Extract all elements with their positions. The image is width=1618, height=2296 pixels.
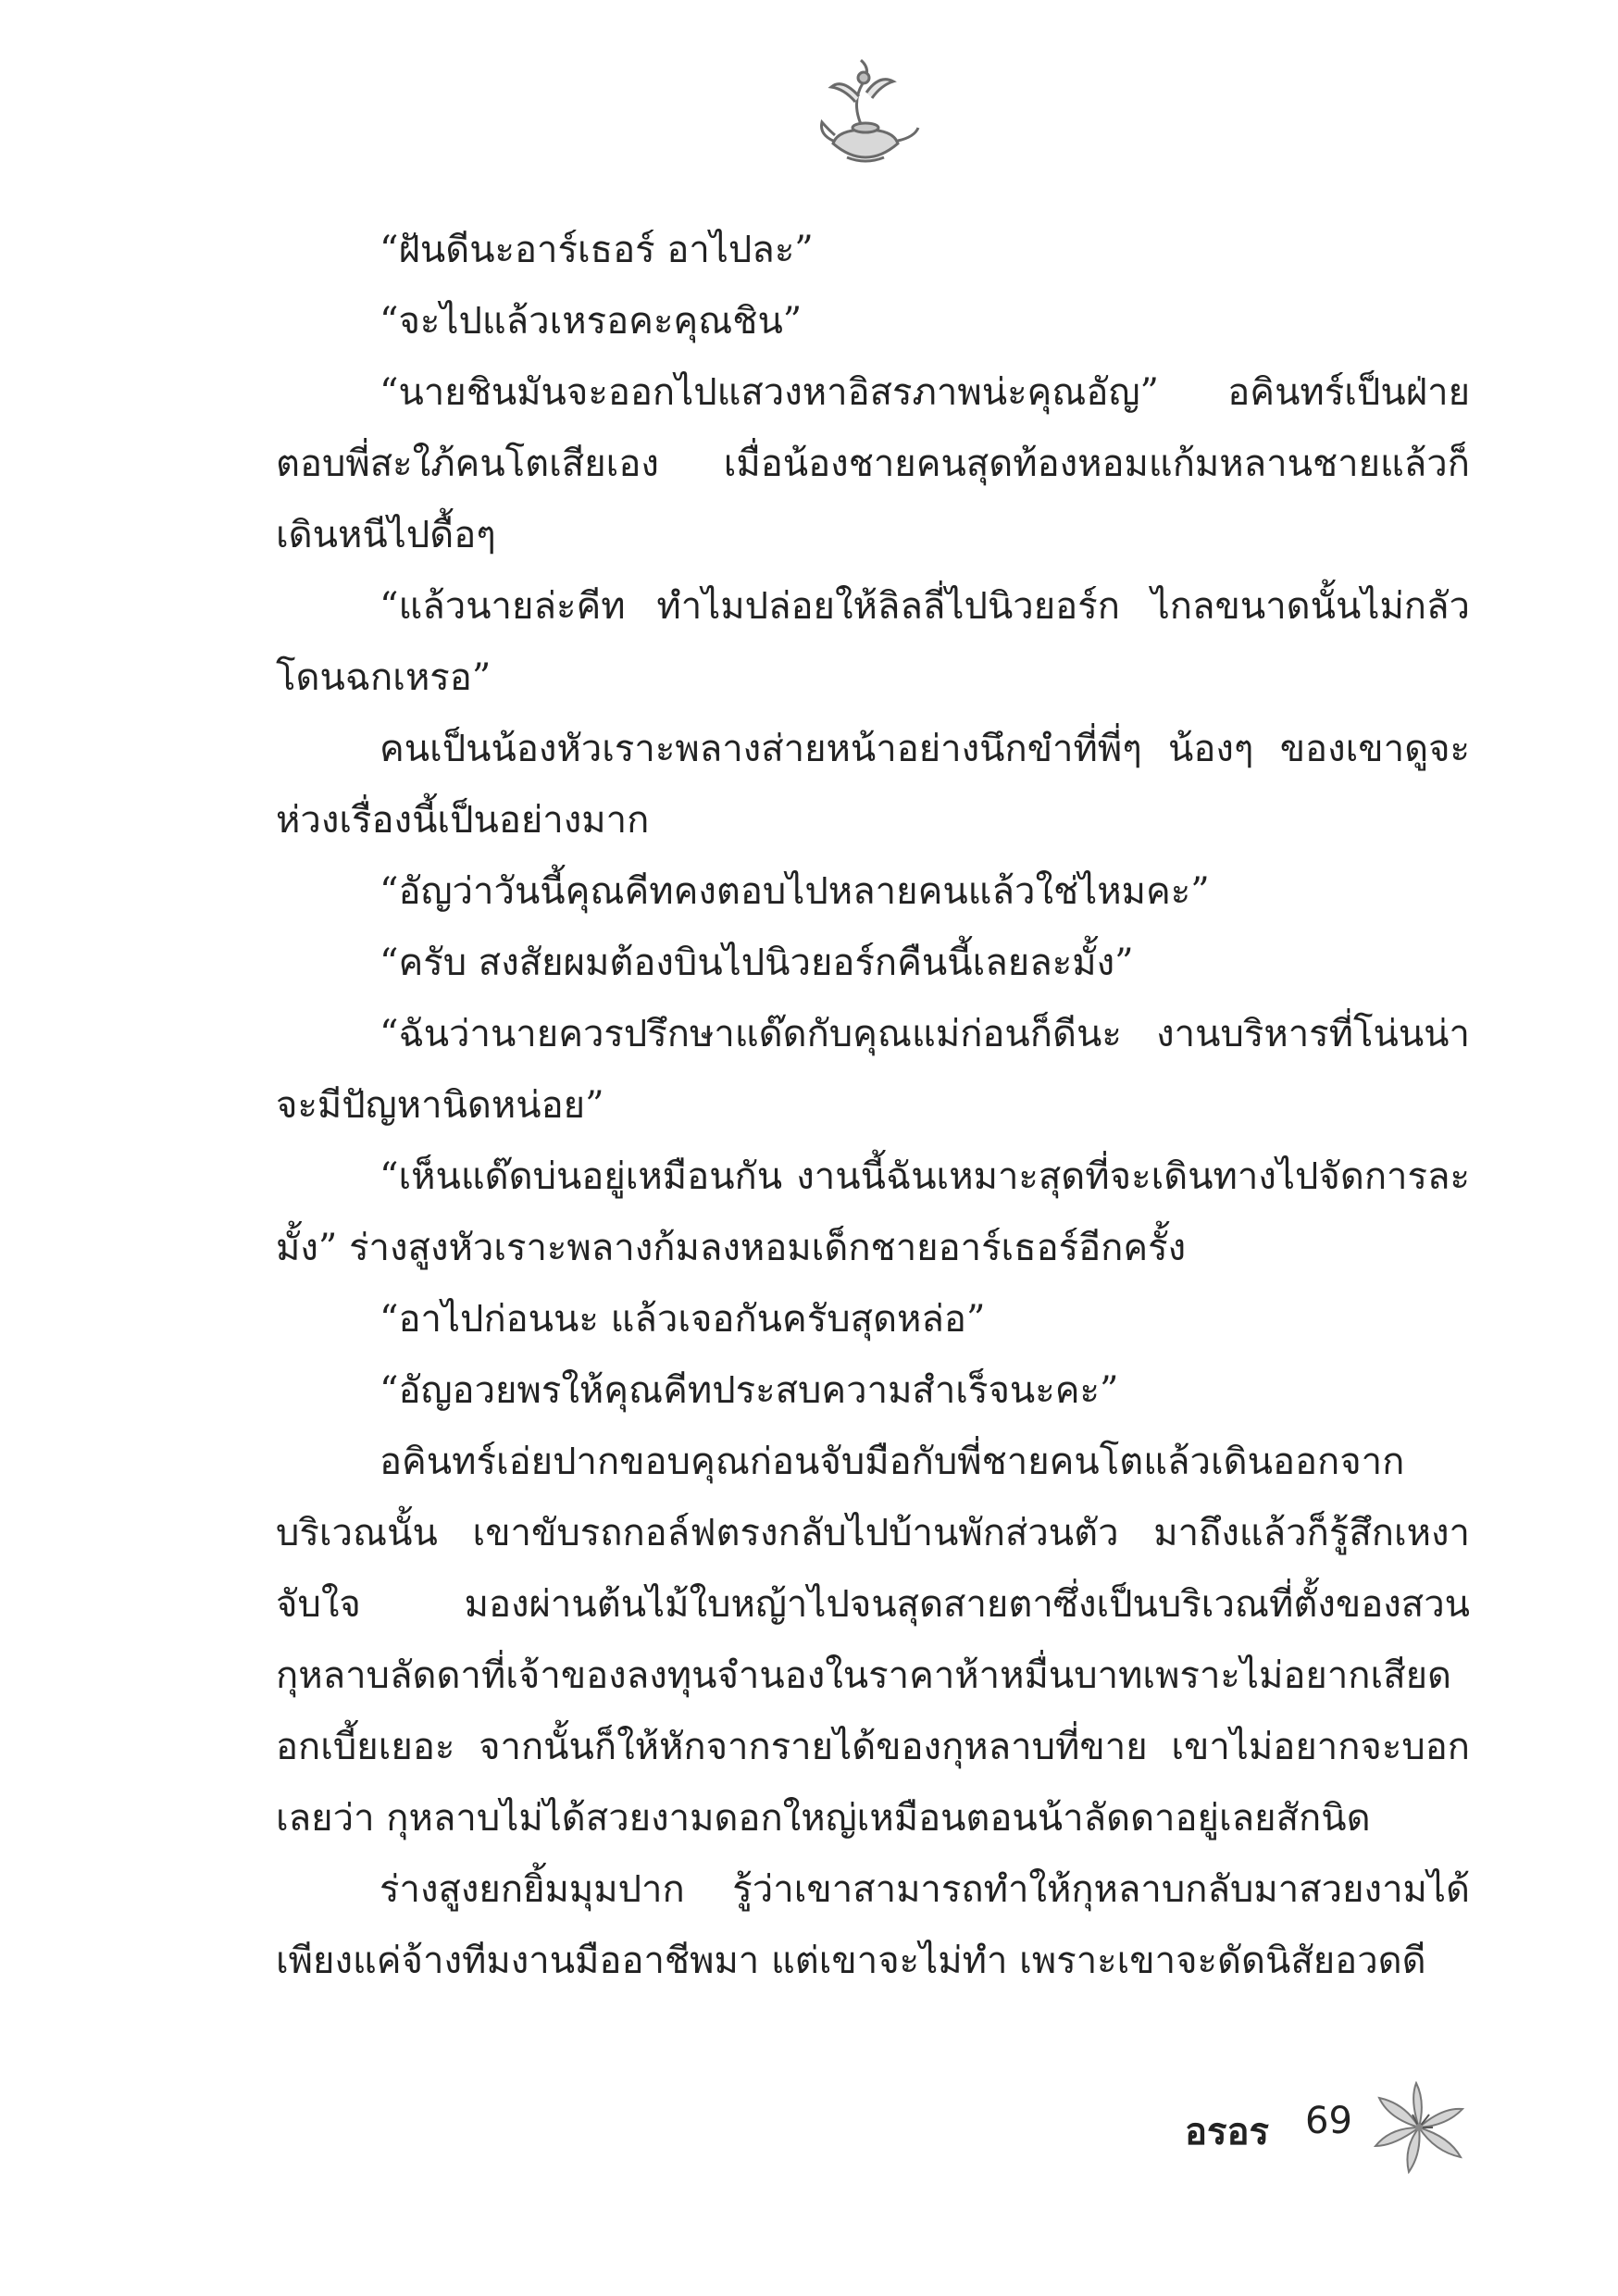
paragraph: อคินทร์เอ่ยปากขอบคุณก่อนจับมือกับพี่ชายคนโตแล้วเดินออกจากบริเวณนั้น เขาขับรถกอล์ฟตรงกลับไปบ้านพักส่วนตัว มาถึงแล้วก็รู้สึกเหงาจับใจ มองผ่านต้นไม้ใบหญ้าไปจนสุดสายตาซึ่งเป็นบริเวณที่ตั้งของสวนกุหลาบลัดดาที่เจ้าของลงทุนจำนองในราคาห้าหมื่นบาทเพราะไม่อยากเสียดอกเบี้ยเยอะ จากนั้นก็ให้หักจากรายได้ของกุหลาบที่ขาย เขาไม่อยากจะบอกเลยว่า กุหลาบไม่ได้สวยงามดอกใหญ่เหมือนตอนน้าลัดดาอยู่เลยสักนิด	[276, 1441, 1470, 1840]
author-name: อรอร	[1185, 2111, 1270, 2153]
paragraph: “แล้วนายล่ะคีท ทำไมปล่อยให้ลิลลี่ไปนิวยอร์ก ไกลขนาดนั้นไม่กลัวโดนฉกเหรอ”	[276, 585, 1470, 699]
paragraph: คนเป็นน้องหัวเราะพลางส่ายหน้าอย่างนึกขำที่พี่ๆ น้องๆ ของเขาดูจะห่วงเรื่องนี้เป็นอย่างมาก	[276, 728, 1470, 842]
paragraph: “อาไปก่อนนะ แล้วเจอกันครับสุดหล่อ”	[380, 1298, 986, 1341]
paragraph: “ฉันว่านายควรปรึกษาแด๊ดกับคุณแม่ก่อนก็ดีนะ งานบริหารที่โน่นน่าจะมีปัญหานิดหน่อย”	[276, 1013, 1470, 1127]
story-text	[276, 215, 1470, 1997]
paragraph: ร่างสูงยกยิ้มมุมปาก รู้ว่าเขาสามารถทำให้กุหลาบกลับมาสวยงามได้เพียงแค่จ้างทีมงานมืออาชีพมา แต่เขาจะไม่ทำ เพราะเขาจะดัดนิสัยอวดดี	[276, 1868, 1470, 1982]
page-number: 69	[1305, 2100, 1352, 2142]
paragraph: “อัญอวยพรให้คุณคีทประสบความสำเร็จนะคะ”	[380, 1369, 1119, 1412]
paragraph: “อัญว่าวันนี้คุณคีทคงตอบไปหลายคนแล้วใช่ไหมคะ”	[380, 870, 1210, 913]
lily-flower-icon	[1368, 2081, 1470, 2174]
paragraph: “จะไปแล้วเหรอคะคุณชิน”	[380, 300, 803, 343]
paragraph: “ฝันดีนะอาร์เธอร์ อาไปละ”	[380, 229, 814, 271]
paragraph: “เห็นแด๊ดบ่นอยู่เหมือนกัน งานนี้ฉันเหมาะสุดที่จะเดินทางไปจัดการละมั้ง” ร่างสูงหัวเราะพลางก้มลงหอมเด็กชายอาร์เธอร์อีกครั้ง	[276, 1155, 1470, 1269]
magic-lamp-fairy-icon	[805, 56, 926, 176]
paragraph: “ครับ สงสัยผมต้องบินไปนิวยอร์กคืนนี้เลยละมั้ง”	[380, 942, 1134, 984]
paragraph: “นายชินมันจะออกไปแสวงหาอิสรภาพน่ะคุณอัญ” อคินทร์เป็นฝ่ายตอบพี่สะใภ้คนโตเสียเอง เมื่อน้องชายคนสุดท้องหอมแก้มหลานชายแล้วก็เดินหนีไปดื้อๆ	[276, 371, 1470, 556]
